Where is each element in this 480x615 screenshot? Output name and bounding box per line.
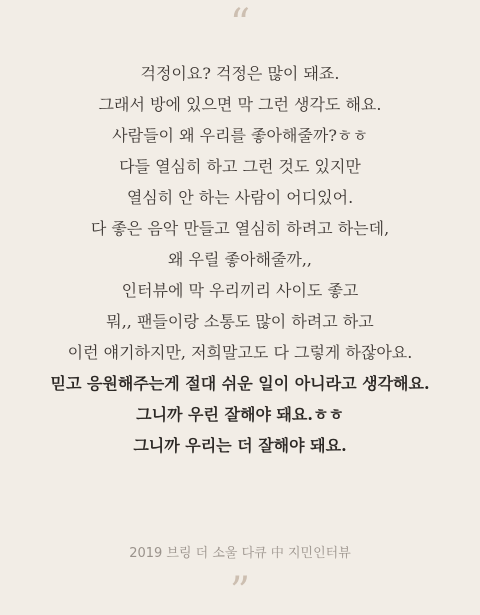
quote-line-emphasis: 그니까 우린 잘해야 돼요.ㅎㅎ (136, 405, 344, 424)
open-quote-mark: “ (229, 1, 251, 47)
source-caption: 2019 브링 더 소울 다큐 中 지민인터뷰 (129, 546, 351, 561)
close-quote-mark: ” (229, 569, 251, 615)
quote-line: 그래서 방에 있으면 막 그런 생각도 해요. (98, 95, 382, 114)
quote-body (0, 58, 480, 461)
quote-line: 이런 얘기하지만, 저희말고도 다 그렇게 하잖아요. (67, 343, 413, 362)
quote-line: 다들 열심히 하고 그런 것도 있지만 (119, 157, 361, 176)
quote-line-emphasis: 그니까 우리는 더 잘해야 돼요. (133, 436, 347, 455)
quote-line: 걱정이요? 걱정은 많이 돼죠. (140, 64, 340, 83)
quote-line: 왜 우릴 좋아해줄까,, (168, 250, 312, 269)
quote-line: 인터뷰에 막 우리끼리 사이도 좋고 (121, 281, 359, 300)
quote-line: 다 좋은 음악 만들고 열심히 하려고 하는데, (90, 219, 390, 238)
quote-line: 열심히 안 하는 사람이 어디있어. (126, 188, 354, 207)
quote-line: 사람들이 왜 우리를 좋아해줄까?ㅎㅎ (112, 126, 368, 145)
quote-line: 뭐,, 팬들이랑 소통도 많이 하려고 하고 (106, 312, 374, 331)
quote-line-emphasis: 믿고 응원해주는게 절대 쉬운 일이 아니라고 생각해요. (50, 374, 430, 393)
